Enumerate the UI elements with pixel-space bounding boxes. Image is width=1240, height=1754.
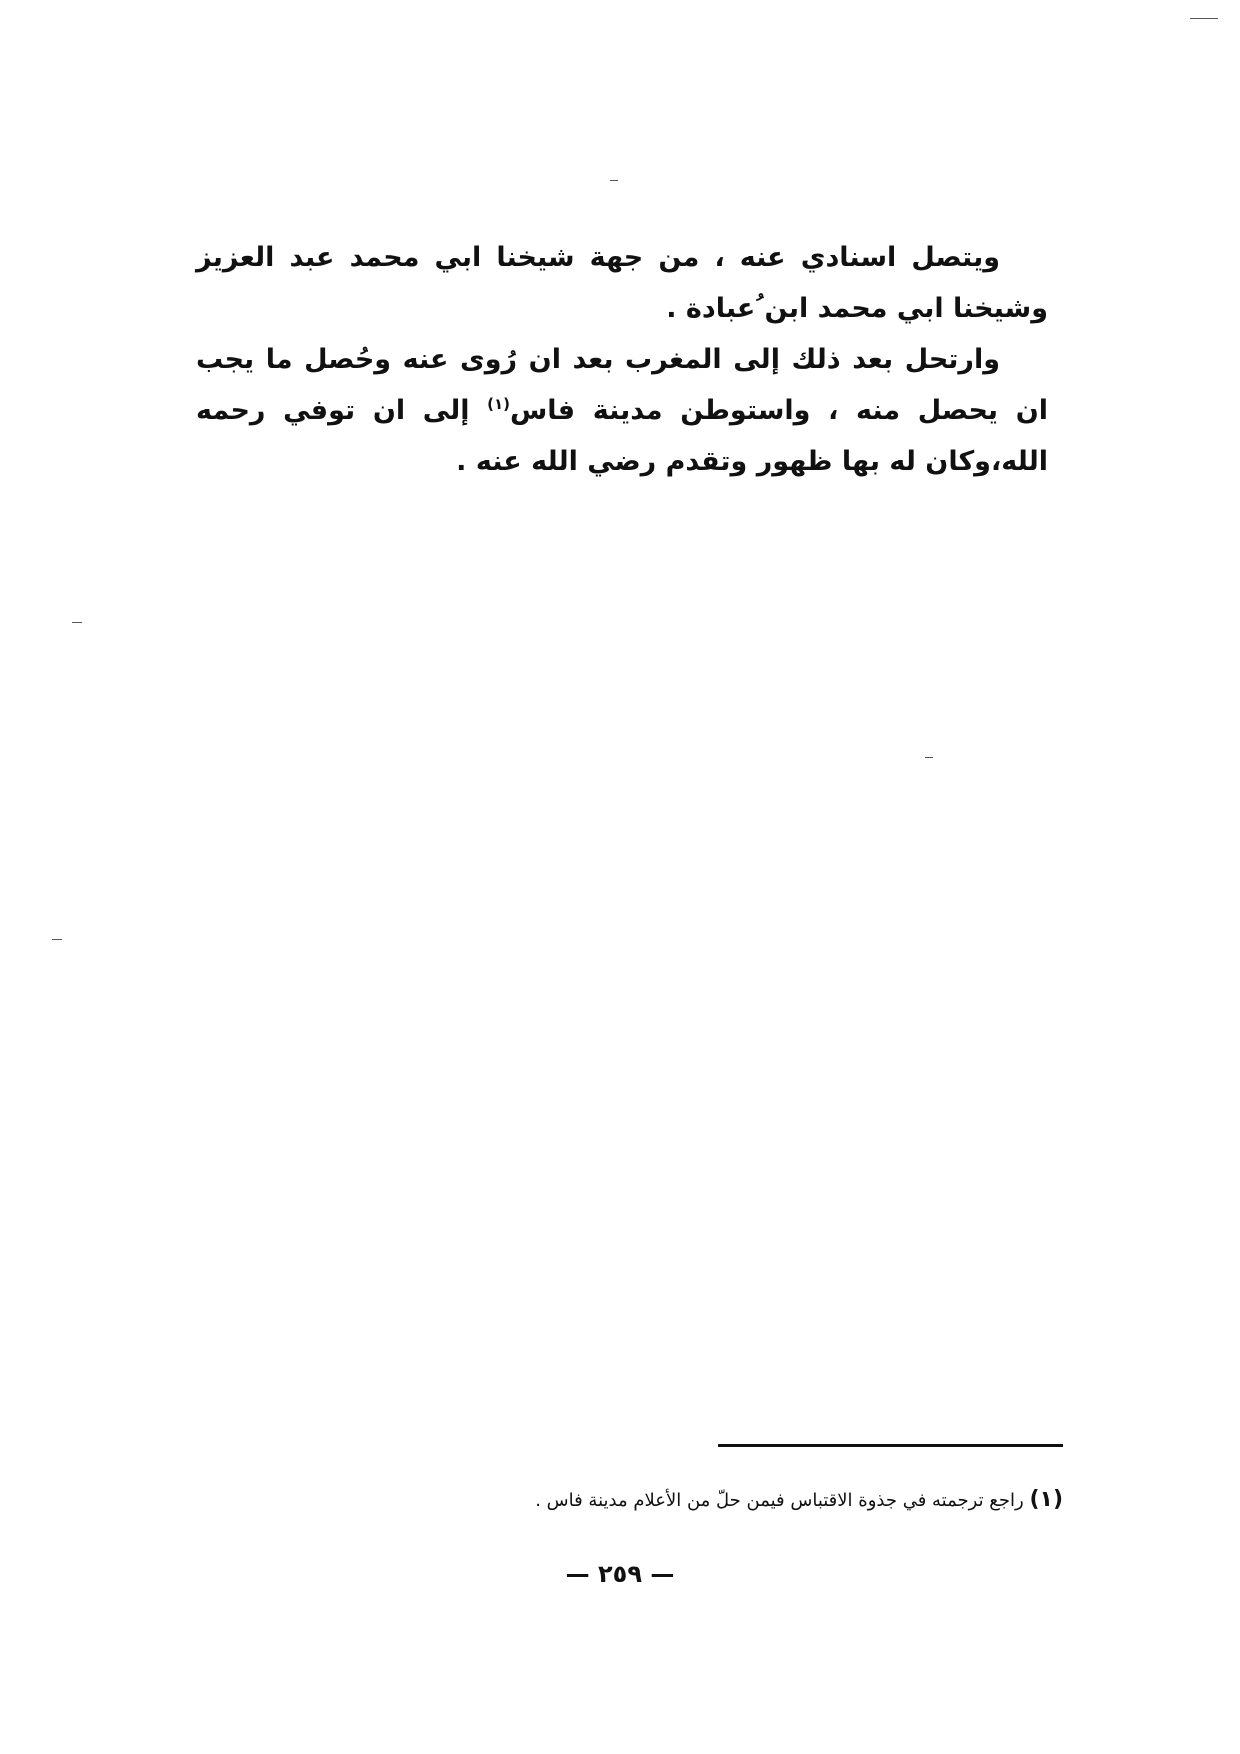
footnote-number: (١) xyxy=(1029,1487,1063,1512)
footnote-divider xyxy=(718,1444,1063,1447)
paragraph-chain-of-transmission xyxy=(196,232,1048,334)
page-number: — ٢٥٩ — xyxy=(565,1560,675,1588)
scan-speck xyxy=(925,757,933,758)
main-text xyxy=(196,232,1048,487)
footnote xyxy=(300,1486,1063,1515)
footnote-text: راجع ترجمته في جذوة الاقتباس فيمن حلّ من الأعلام مدينة فاس . xyxy=(535,1490,1024,1511)
scan-speck xyxy=(52,939,62,940)
scan-speck xyxy=(1190,18,1218,19)
scan-speck xyxy=(72,622,82,623)
scan-speck xyxy=(610,180,618,181)
paragraph-travel-to-maghreb xyxy=(196,334,1048,487)
paragraph-text-continued: إلى ان توفي رحمه الله،وكان له بها ظهور وتقدم رضي الله عنه . xyxy=(196,395,1048,477)
paragraph-text: وارتحل بعد ذلك إلى المغرب بعد ان رُوى عنه وحُصل ما يجب ان يحصل منه ، واستوطن مدينة فاس xyxy=(196,344,1049,426)
paragraph-text: ويتصل اسنادي عنه ، من جهة شيخنا ابي محمد عبد العزيز وشيخنا ابي محمد ابن ُعبادة . xyxy=(196,242,1048,324)
footnote-reference[interactable]: (١) xyxy=(487,395,510,413)
